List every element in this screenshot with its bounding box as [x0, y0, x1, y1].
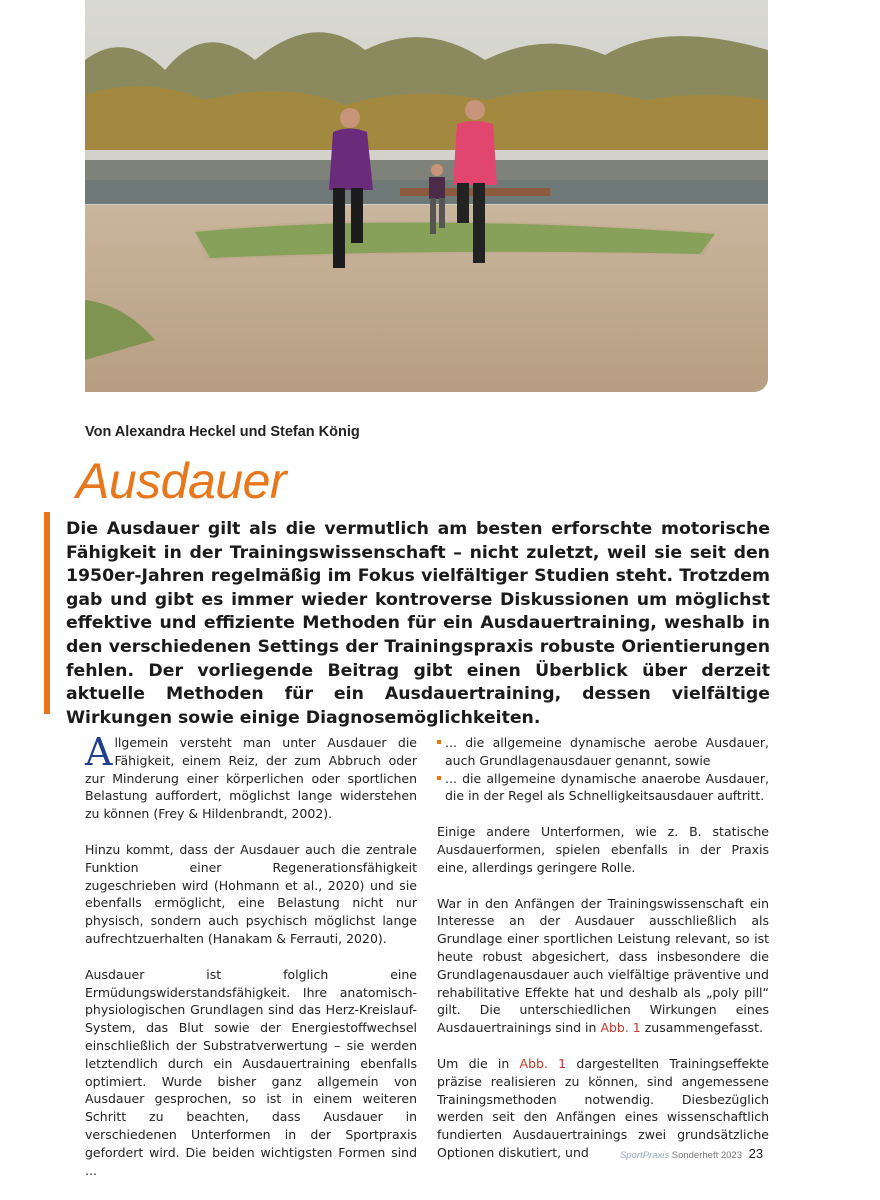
bullet-item: ... die allgemeine dynamische aerobe Ausdauer, auch Grundlagenausdauer genannt, sowie	[437, 734, 769, 770]
bullet-item: ... die allgemeine dynamische anaerobe Ausdauer, die in der Regel als Schnelligkeitsausdauer auftritt.	[437, 770, 769, 806]
footer-issue: Sonderheft 2023	[671, 1150, 743, 1161]
article-title: Ausdauer	[76, 453, 287, 509]
paragraph: Einige andere Unterformen, wie z. B. statische Ausdauerformen, spielen ebenfalls in der Praxis eine, allerdings geringere Rolle.	[437, 824, 769, 875]
photo-illustration	[85, 0, 768, 392]
body-column-left	[85, 730, 417, 1197]
paragraph-text: dargestellten Trainingseffekte präzise realisieren zu können, sind angemessene Trainingsmethoden notwendig. Diesbezüglich werden seit den Anfängen eines wissenschaftlich fundierten Ausdauertrainings zwei grundsätzliche Optionen diskutiert, und	[437, 1055, 769, 1160]
paragraph	[85, 730, 417, 823]
bullet-list	[437, 734, 769, 805]
paragraph-text: zusammengefasst.	[640, 1020, 763, 1036]
drop-cap: A	[85, 730, 113, 774]
paragraph-text: Um die in	[437, 1055, 520, 1071]
paragraph-text: llgemein versteht man unter Ausdauer die Fähigkeit, einem Reiz, der zum Abbruch oder zur Minderung einer körperlichen oder sportlichen Belastung auffordert, möglichst lange widerstehen zu können (Frey & Hildenbrandt, 2002).	[85, 735, 417, 822]
footer-brand: SportPraxis	[620, 1150, 670, 1161]
lead-accent-bar	[44, 512, 50, 714]
paragraph: Ausdauer ist folglich eine Ermüdungswiderstandsfähigkeit. Ihre anatomisch-physiologischen Grundlagen sind das Herz-Kreislauf-System, das Blut sowie der Energiestoffwechsel einschließlich der Substratverwertung – sie werden letztendlich durch ein Ausdauertraining ebenfalls optimiert. Wurde bisher ganz allgemein von Ausdauer gesprochen, so ist in einem weiteren Schritt zu beachten, dass Ausdauer in verschiedenen Unterformen in der Sportpraxis gefordert wird. Die beiden wichtigsten Formen sind ...	[85, 966, 417, 1178]
paragraph-text: War in den Anfängen der Trainingswissenschaft ein Interesse an der Ausdauer ausschließlich als Grundlage einer sportlichen Leistung relevant, so ist heute robust abgesichert, dass insbesondere die Grundlagenausdauer auch vielfältige präventive und rehabilitative Effekte hat und deshalb als „poly pill“ gilt. Die unterschiedlichen Wirkungen eines Ausdauertrainings sind in	[437, 895, 769, 1036]
page-number: 23	[748, 1146, 764, 1161]
figure-reference-link[interactable]: Abb. 1	[600, 1020, 641, 1036]
figure-reference-link[interactable]: Abb. 1	[519, 1055, 567, 1071]
author-byline: Von Alexandra Heckel und Stefan König	[85, 424, 360, 440]
page-footer	[620, 1146, 763, 1161]
hero-photo-running-women	[85, 0, 768, 392]
paragraph: Hinzu kommt, dass der Ausdauer auch die zentrale Funktion einer Regenerationsfähigkeit zugeschrieben wird (Hohmann et al., 2020) und sie ebenfalls ermöglicht, eine Belastung nicht nur physisch, sondern auch psychisch möglichst lange aufrechtzuerhalten (Hanakam & Ferrauti, 2020).	[85, 841, 417, 946]
body-column-right	[437, 734, 769, 1180]
paragraph	[437, 895, 769, 1037]
lead-paragraph: Die Ausdauer gilt als die vermutlich am besten erforschte motorische Fähigkeit in der Trainingswissenschaft – nicht zuletzt, weil sie seit den 1950er-Jahren regelmäßig im Fokus vielfältiger Studien steht. Trotzdem gab und gibt es immer wieder kontroverse Diskussionen um möglichst effektive und effiziente Methoden für ein Ausdauertraining, weshalb in den verschiedenen Settings der Trainingspraxis robuste Orientierungen fehlen. Der vorliegende Beitrag gibt einen Überblick über derzeit aktuelle Methoden für ein Ausdauertraining, dessen vielfältige Wirkungen sowie einige Diagnosemöglichkeiten.	[66, 519, 770, 728]
